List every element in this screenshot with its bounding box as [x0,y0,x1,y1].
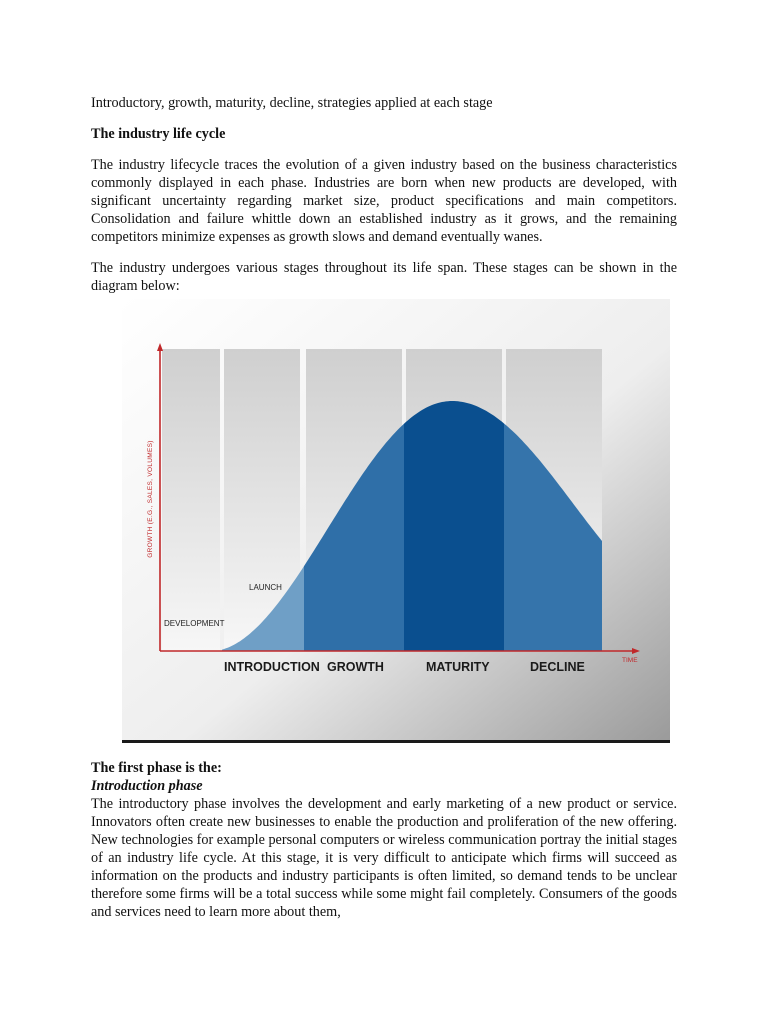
annotation-launch: LAUNCH [249,583,282,592]
paragraph-lifecycle: The industry lifecycle traces the evolution of a given industry based on the business characteristics commonly displayed in each phase. Industries are born when new products are developed, with significant uncertainty regarding market size, product specifications and main competitors. Consolidation and failure whittle down an established industry as it grows, and the remaining competitors minimize expenses as growth slows and demand eventually wanes. [91,157,677,245]
diagram-bottom-bar [122,740,670,743]
industry-life-cycle-diagram [122,299,670,743]
stage-label-growth: GROWTH [327,660,384,674]
stage-label-introduction: INTRODUCTION [224,660,320,674]
column-development [162,349,220,651]
section-heading: The industry life cycle [91,126,226,142]
y-axis-label: GROWTH (E.G., SALES, VOLUMES) [147,440,154,558]
annotation-development: DEVELOPMENT [164,619,225,628]
introduction-phase-heading: Introduction phase [91,778,203,794]
stage-label-maturity: MATURITY [426,660,490,674]
document-subtitle: Introductory, growth, maturity, decline, strategies applied at each stage [91,95,493,111]
document-page [91,94,677,921]
stage-label-decline: DECLINE [530,660,585,674]
paragraph-stages: The industry undergoes various stages throughout its life span. These stages can be shown in the diagram below: [91,260,677,294]
introduction-section [91,759,677,921]
diagram-svg [122,299,670,743]
paragraph-introduction: The introductory phase involves the development and early marketing of a new product or service. Innovators often create new businesses to enable the production and proliferation of the new offering. New technologies for example personal computers or wireless communication portray the initial stages of an industry life cycle. At this stage, it is very difficult to anticipate which firms will succeed as information on the products and industry participants is often limited, so demand tends to be unclear therefore some firms will be a total success while some might fail completely. Consumers of the goods and services need to learn more about them, [91,796,677,920]
first-phase-heading: The first phase is the: [91,760,222,776]
x-axis-label: TIME [622,657,638,664]
